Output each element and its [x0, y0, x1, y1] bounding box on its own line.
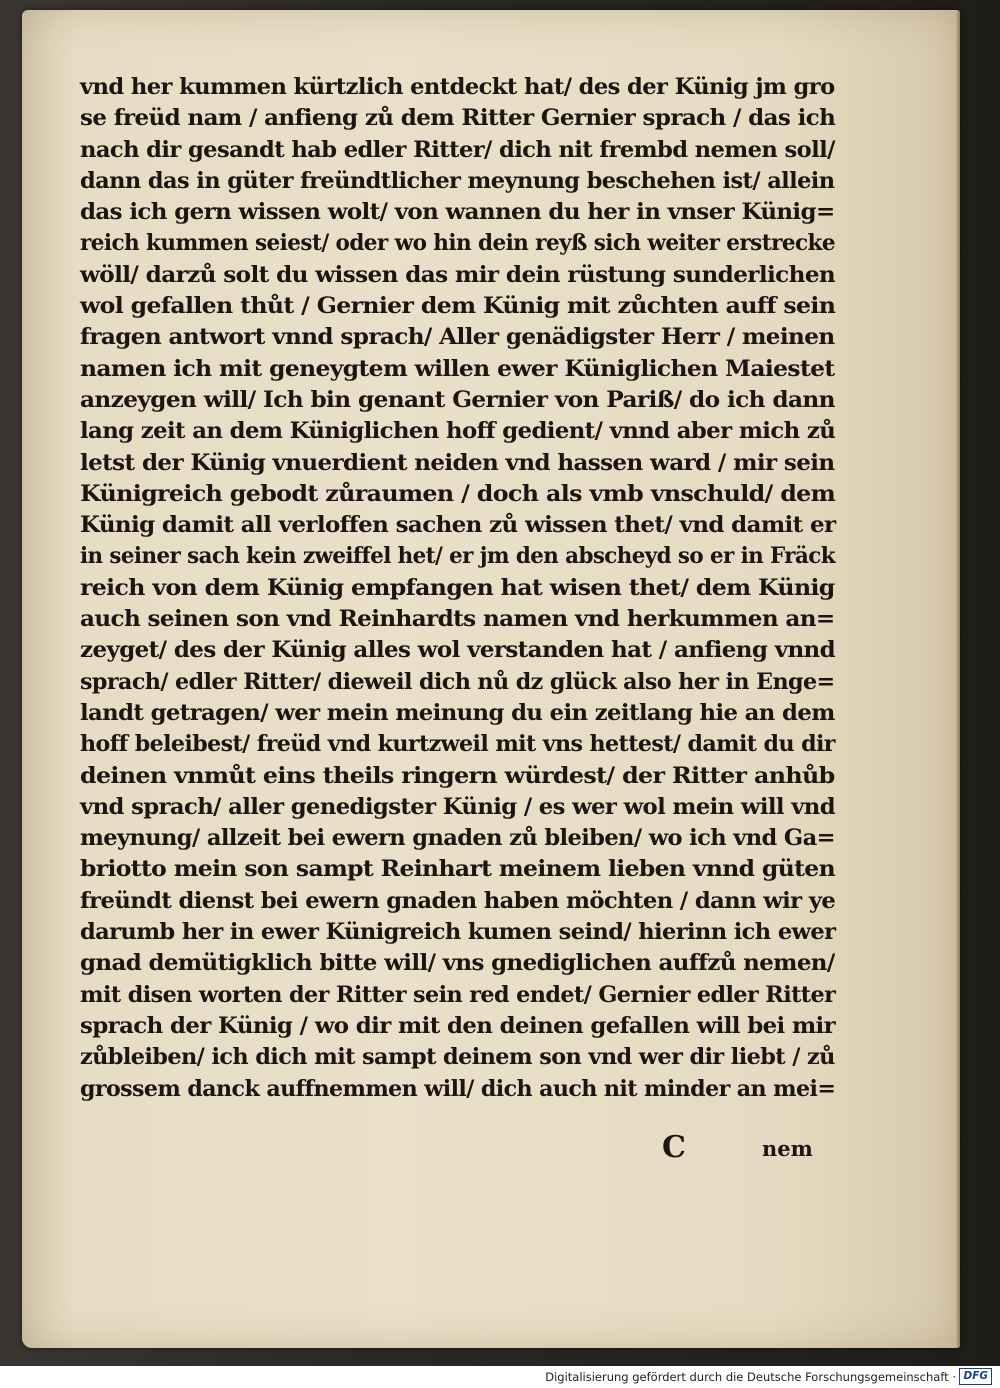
text-line: sprach der Künig / wo dir mit den deinen gefallen will bei mir	[80, 1012, 836, 1039]
page-edge	[956, 10, 960, 1348]
text-line: se freüd nam / anfieng zů dem Ritter Gernier sprach / das ich	[80, 105, 836, 132]
text-line: lang zeit an dem Küniglichen hoff gedient/ vnnd aber mich zů	[80, 418, 836, 445]
funding-notice: Digitalisierung gefördert durch die Deutsche Forschungsgemeinschaft ·	[545, 1370, 956, 1384]
dfg-logo: DFG	[959, 1368, 992, 1385]
text-line: reich kummen seiest/ oder wo hin dein reyß sich weiter erstrecke	[80, 230, 835, 257]
text-line: fragen antwort vnnd sprach/ Aller genädigster Herr / meinen	[80, 324, 835, 351]
book-page	[22, 10, 960, 1348]
footer-bar	[0, 1366, 1000, 1388]
signature-mark: C	[662, 1130, 686, 1165]
text-line: reich von dem Künig empfangen hat wisen thet/ dem Künig	[80, 574, 835, 601]
text-line: darumb her in ewer Künigreich kumen seind/ hierinn ich ewer	[80, 919, 836, 946]
catchword: nem	[762, 1136, 813, 1161]
text-line: landt getragen/ wer mein meinung du ein zeitlang hie an dem	[80, 699, 835, 726]
catchword-row	[662, 1130, 822, 1170]
text-line: Künigreich gebodt zůraumen / doch als vmb vnschuld/ dem	[80, 480, 836, 507]
text-line: zeyget/ des der Künig alles wol verstanden hat / anfieng vnnd	[80, 637, 836, 664]
text-line: letst der Künig vnuerdient neiden vnd hassen ward / mir sein	[80, 449, 835, 476]
text-line: nach dir gesandt hab edler Ritter/ dich nit frembd nemen soll/	[80, 136, 835, 163]
text-line: namen ich mit geneygtem willen ewer Küniglichen Maiestet	[80, 355, 835, 382]
text-line: deinen vnmůt eins theils ringern würdest/ der Ritter anhůb	[80, 762, 835, 789]
text-line: vnd sprach/ aller genedigster Künig / es wer wol mein will vnd	[80, 793, 835, 820]
text-line: dann das in güter freündtlicher meynung beschehen ist/ allein	[80, 167, 835, 194]
text-line: gnad demütigklich bitte will/ vns gnediglichen auffzů nemen/	[80, 950, 835, 977]
text-block	[80, 72, 840, 1105]
text-line: mit disen worten der Ritter sein red endet/ Gernier edler Ritter	[80, 981, 836, 1008]
text-line: Künig damit all verloffen sachen zů wissen thet/ vnd damit er	[80, 512, 836, 539]
text-line: meynung/ allzeit bei ewern gnaden zů bleiben/ wo ich vnd Ga=	[80, 825, 835, 852]
text-line: grossem danck auffnemmen will/ dich auch nit minder an mei=	[80, 1075, 836, 1102]
text-line: in seiner sach kein zweiffel het/ er jm den abscheyd so er in Fräck	[80, 543, 835, 570]
text-line: das ich gern wissen wolt/ von wannen du her in vnser Künig=	[80, 199, 835, 226]
text-line: wol gefallen thůt / Gernier dem Künig mit zůchten auff sein	[80, 293, 836, 320]
text-line: vnd her kummen kürtzlich entdeckt hat/ des der Künig jm gro	[80, 74, 835, 100]
text-line: briotto mein son sampt Reinhart meinem lieben vnnd güten	[80, 856, 835, 883]
text-line: anzeygen will/ Ich bin genant Gernier von Pariß/ do ich dann	[80, 386, 835, 413]
text-line: auch seinen son vnd Reinhardts namen vnd herkummen an=	[80, 606, 835, 633]
text-line: freündt dienst bei ewern gnaden haben möchten / dann wir ye	[80, 887, 836, 914]
text-line: zůbleiben/ ich dich mit sampt deinem son vnd wer dir liebt / zů	[80, 1044, 835, 1071]
text-line: sprach/ edler Ritter/ dieweil dich nů dz glück also her in Enge=	[80, 668, 835, 695]
text-line: hoff beleibest/ freüd vnd kurtzweil mit vns hettest/ damit du dir	[80, 731, 835, 758]
text-line: wöll/ darzů solt du wissen das mir dein rüstung sunderlichen	[80, 261, 836, 288]
